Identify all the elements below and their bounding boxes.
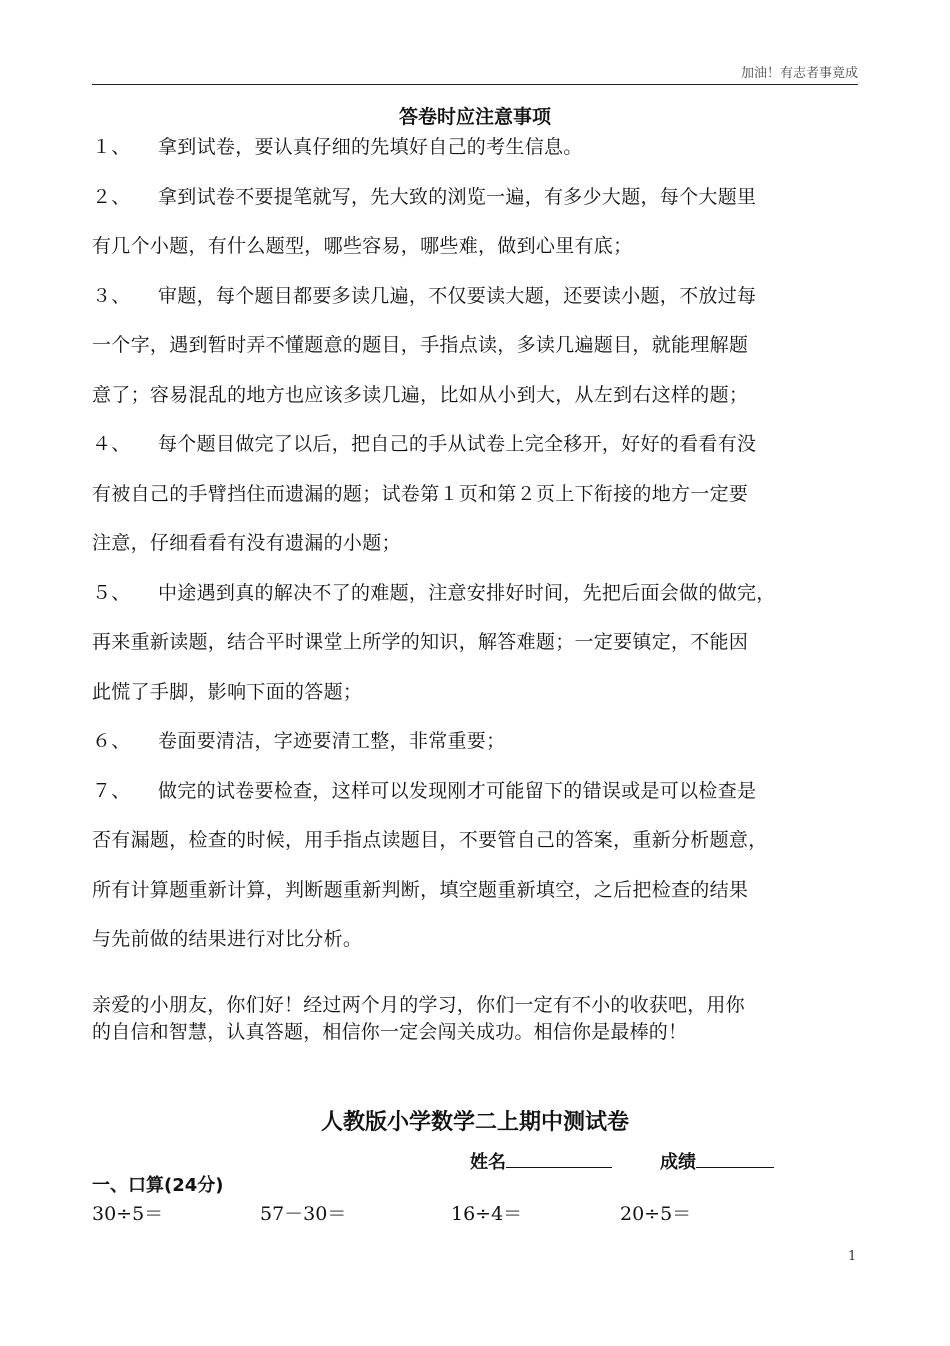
greeting-line: 亲爱的小朋友，你们好！经过两个月的学习，你们一定有不小的收获吧，用你 [92, 994, 745, 1016]
item-number: ７、 [92, 779, 131, 802]
name-field[interactable] [470, 1148, 612, 1174]
arithmetic-problem: 16÷4＝ [451, 1203, 523, 1225]
header-divider [92, 84, 858, 85]
item-text: 中途遇到真的解决不了的难题，注意安排好时间，先把后面会做的做完， [158, 581, 776, 604]
notice-item [92, 272, 872, 322]
item-number: １、 [92, 136, 131, 158]
notice-item [92, 767, 872, 817]
item-text: 做完的试卷要检查，这样可以发现刚才可能留下的错误或是可以检查是 [158, 779, 757, 802]
item-text: 卷面要清洁，字迹要清工整，非常重要； [158, 730, 506, 752]
greeting-paragraph [92, 992, 872, 1046]
arithmetic-problem: 57－30＝ [260, 1203, 347, 1225]
item-continuation: 否有漏题，检查的时候，用手指点读题目，不要管自己的答案，重新分析题意， [92, 829, 768, 851]
name-label: 姓名 [470, 1152, 506, 1173]
item-text: 每个题目做完了以后，把自己的手从试卷上完全移开，好好的看看有没 [158, 433, 757, 455]
item-text: 审题，每个题目都要多读几遍，不仅要读大题，还要读小题，不放过每 [158, 284, 757, 307]
item-text: 拿到试卷，要认真仔细的先填好自己的考生信息。 [158, 136, 583, 158]
item-continuation: 与先前做的结果进行对比分析。 [92, 928, 363, 950]
notice-list [92, 123, 872, 965]
section-heading: 一、口算(24分) [92, 1175, 224, 1196]
notice-title: 答卷时应注意事项 [398, 106, 551, 128]
item-continuation: 有被自己的手臂挡住而遗漏的题；试卷第１页和第２页上下衔接的地方一定要 [92, 482, 749, 505]
item-continuation: 再来重新读题，结合平时课堂上所学的知识，解答难题；一定要镇定，不能因 [92, 631, 749, 653]
page-number: 1 [848, 1249, 857, 1264]
item-number: ４、 [92, 433, 131, 455]
item-text: 拿到试卷不要提笔就写，先大致的浏览一遍，有多少大题，每个大题里 [158, 185, 757, 208]
score-label: 成绩 [660, 1152, 696, 1173]
name-blank[interactable] [506, 1149, 612, 1168]
item-continuation: 意了；容易混乱的地方也应该多读几遍，比如从小到大，从左到右这样的题； [92, 383, 749, 406]
item-number: ６、 [92, 730, 131, 752]
exam-title: 人教版小学数学二上期中测试卷 [320, 1110, 629, 1135]
notice-item [92, 569, 872, 619]
score-blank[interactable] [696, 1149, 774, 1168]
item-number: ５、 [92, 581, 131, 604]
arithmetic-problem: 20÷5＝ [620, 1203, 692, 1225]
header-motto: 加油！有志者事竟成 [740, 66, 858, 81]
greeting-line: 的自信和智慧，认真答题，相信你一定会闯关成功。相信你是最棒的！ [92, 1021, 688, 1043]
item-number: ２、 [92, 185, 131, 208]
arithmetic-problem: 30÷5＝ [92, 1203, 164, 1225]
item-continuation: 所有计算题重新计算，判断题重新判断，填空题重新填空，之后把检查的结果 [92, 878, 749, 901]
item-continuation: 此慌了手脚，影响下面的答题； [92, 680, 363, 703]
notice-item [92, 123, 872, 173]
notice-item [92, 173, 872, 223]
notice-item [92, 420, 872, 470]
item-continuation: 一个字，遇到暂时弄不懂题意的题目，手指点读，多读几遍题目，就能理解题 [92, 334, 749, 356]
score-field[interactable] [660, 1148, 774, 1174]
item-number: ３、 [92, 284, 131, 307]
item-continuation: 注意，仔细看看有没有遗漏的小题； [92, 532, 401, 554]
notice-item [92, 717, 872, 767]
item-continuation: 有几个小题，有什么题型，哪些容易，哪些难，做到心里有底； [92, 235, 633, 257]
